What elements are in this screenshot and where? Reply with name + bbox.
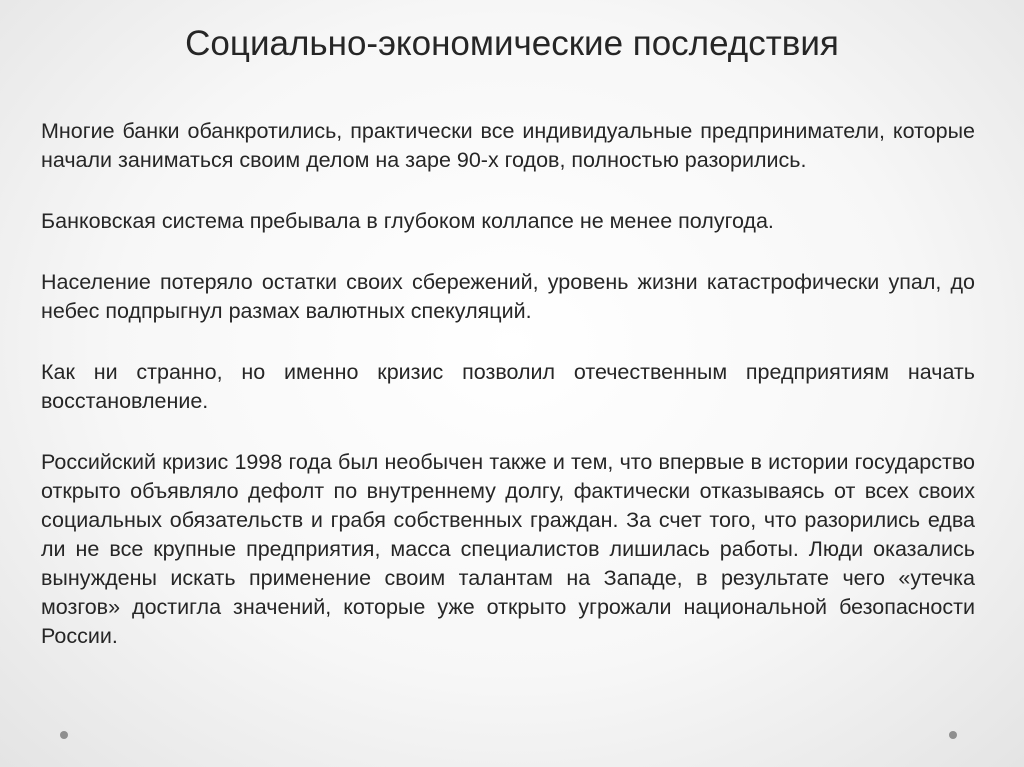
left-bullet-dot-icon [60, 731, 68, 739]
slide-body [41, 117, 975, 651]
right-bullet-dot-icon [949, 731, 957, 739]
paragraph-recovery: Как ни странно, но именно кризис позволил отечественным предприятиям начать восстановление. [41, 360, 975, 413]
paragraph-banks: Многие банки обанкротились, практически все индивидуальные предприниматели, которые начали заниматься своим делом на заре 90-х годов, полностью разорились. [41, 119, 975, 172]
paragraph-banking-system: Банковская система пребывала в глубоком коллапсе не менее полугода. [41, 209, 774, 233]
slide-title: Социально-экономические последствия [185, 24, 839, 63]
paragraph-population: Население потеряло остатки своих сбережений, уровень жизни катастрофически упал, до небес подпрыгнул размах валютных спекуляций. [41, 270, 975, 323]
paragraph-crisis-1998: Российский кризис 1998 года был необычен также и тем, что впервые в истории государство открыто объявляло дефолт по внутреннему долгу, фактически отказываясь от всех своих социальных обязательств и грабя собственных граждан. За счет того, что разорились едва ли не все крупные предприятия, масса специалистов лишилась работы. Люди оказались вынуждены искать применение своим талантам на Западе, в результате чего «утечка мозгов» достигла значений, которые уже открыто угрожали национальной безопасности России. [41, 450, 975, 648]
